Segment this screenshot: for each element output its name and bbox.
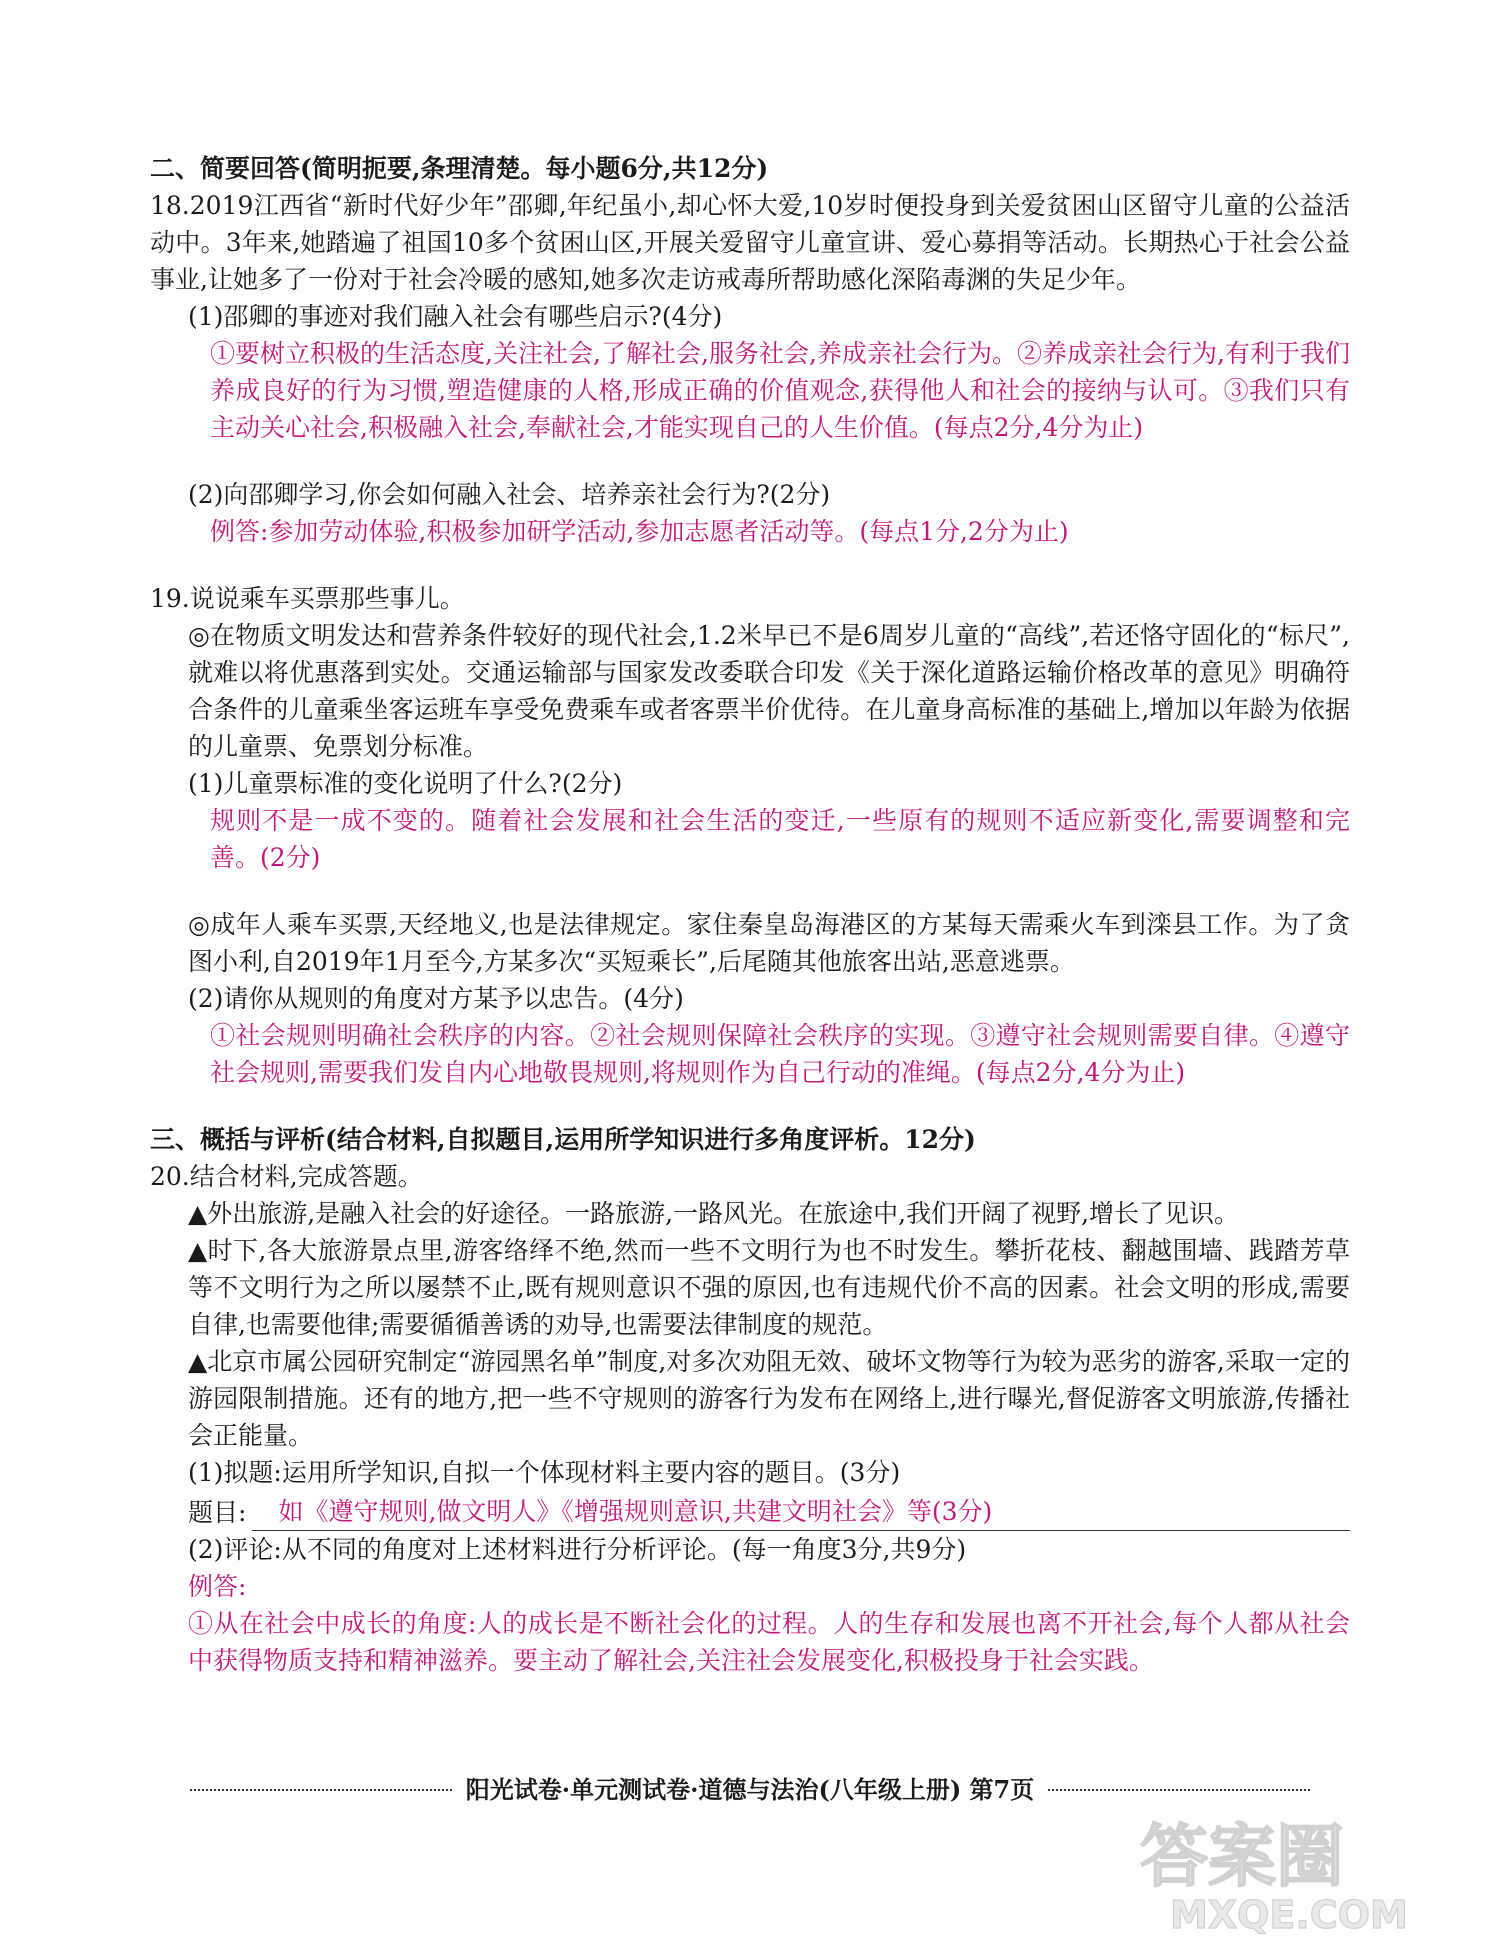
q20-material-1: ▲外出旅游,是融入社会的好途径。一路旅游,一路风光。在旅途中,我们开阔了视野,增长了见识。	[188, 1199, 1240, 1228]
q20-example-answer: ①从在社会中成长的角度:人的成长是不断社会化的过程。人的生存和发展也离不开社会,每个人都从社会中获得物质支持和精神滋养。要主动了解社会,关注社会发展变化,积极投身于社会实践。	[188, 1609, 1350, 1675]
q19-sub1-answer: 规则不是一成不变的。随着社会发展和社会生活的变迁,一些原有的规则不适应新变化,需要调整和完善。(2分)	[210, 806, 1350, 872]
q19-stem: 19.说说乘车买票那些事儿。	[150, 584, 465, 613]
q19-sub1-question: (1)儿童票标准的变化说明了什么?(2分)	[188, 769, 623, 798]
q20-material-3: ▲北京市属公园研究制定“游园黑名单”制度,对多次劝阻无效、破坏文物等行为较为恶劣的游客,采取一定的游园限制措施。还有的地方,把一些不守规则的游客行为发布在网络上,进行曝光,督促游客文明旅游,传播社会正能量。	[188, 1347, 1350, 1450]
q20-material-2: ▲时下,各大旅游景点里,游客络绎不绝,然而一些不文明行为也不时发生。攀折花枝、翻越围墙、践踏芳草等不文明行为之所以屡禁不止,既有规则意识不强的原因,也有违规代价不高的因素。社会文明的形成,需要自律,也需要他律;需要循循善诱的劝导,也需要法律制度的规范。	[188, 1236, 1350, 1339]
q19-material-1: ◎在物质文明发达和营养条件较好的现代社会,1.2米早已不是6周岁儿童的“高线”,若还恪守固化的“标尺”,就难以将优惠落到实处。交通运输部与国家发改委联合印发《关于深化道路运输价格改革的意见》明确符合条件的儿童乘坐客运班车享受免费乘车或者客票半价优待。在儿童身高标准的基础上,增加以年龄为依据的儿童票、免票划分标准。	[188, 621, 1350, 761]
q19-sub2-answer: ①社会规则明确社会秩序的内容。②社会规则保障社会秩序的实现。③遵守社会规则需要自律。④遵守社会规则,需要我们发自内心地敬畏规则,将规则作为自己行动的准绳。(每点2分,4分为止)	[210, 1021, 1350, 1087]
q20-sub2-question: (2)评论:从不同的角度对上述材料进行分析评论。(每一角度3分,共9分)	[188, 1535, 967, 1564]
q20-sub1-question: (1)拟题:运用所学知识,自拟一个体现材料主要内容的题目。(3分)	[188, 1458, 901, 1487]
q20-stem: 20.结合材料,完成答题。	[150, 1162, 423, 1191]
q20-title-answer: 如《遵守规则,做文明人》《增强规则意识,共建文明社会》等(3分)	[252, 1493, 1350, 1531]
q20-example-label: 例答:	[188, 1572, 247, 1601]
q20-title-label: 题目:	[188, 1498, 247, 1527]
watermark-line1: 答案圈	[1140, 1818, 1345, 1897]
watermark-logo	[1130, 1810, 1460, 1935]
footer-dots-left	[190, 1789, 452, 1791]
q19-sub2-question: (2)请你从规则的角度对方某予以忠告。(4分)	[188, 984, 684, 1013]
page-content	[150, 150, 1350, 1679]
q19-material-2: ◎成年人乘车买票,天经地义,也是法律规定。家住秦皇岛海港区的方某每天需乘火车到滦县工作。为了贪图小利,自2019年1月至今,方某多次“买短乘长”,后尾随其他旅客出站,恶意逃票。	[188, 910, 1350, 976]
q18-sub2-answer: 例答:参加劳动体验,积极参加研学活动,参加志愿者活动等。(每点1分,2分为止)	[210, 517, 1069, 546]
watermark-line2: MXQE.COM	[1170, 1893, 1408, 1935]
q18-sub1-question: (1)邵卿的事迹对我们融入社会有哪些启示?(4分)	[188, 302, 723, 331]
footer-text: 阳光试卷·单元测试卷·道德与法治(八年级上册) 第7页	[465, 1775, 1035, 1804]
page-footer	[190, 1770, 1310, 1805]
q20-title-line	[188, 1493, 1350, 1531]
q18-sub2-question: (2)向邵卿学习,你会如何融入社会、培养亲社会行为?(2分)	[188, 480, 831, 509]
footer-dots-right	[1048, 1789, 1310, 1791]
section-3-title: 三、概括与评析(结合材料,自拟题目,运用所学知识进行多角度评析。12分)	[150, 1125, 976, 1154]
q18-sub1-answer: ①要树立积极的生活态度,关注社会,了解社会,服务社会,养成亲社会行为。②养成亲社会行为,有利于我们养成良好的行为习惯,塑造健康的人格,形成正确的价值观念,获得他人和社会的接纳与认可。③我们只有主动关心社会,积极融入社会,奉献社会,才能实现自己的人生价值。(每点2分,4分为止)	[210, 339, 1350, 442]
section-2-title: 二、简要回答(简明扼要,条理清楚。每小题6分,共12分)	[150, 154, 769, 183]
q18-stem: 18.2019江西省“新时代好少年”邵卿,年纪虽小,却心怀大爱,10岁时便投身到关爱贫困山区留守儿童的公益活动中。3年来,她踏遍了祖国10多个贫困山区,开展关爱留守儿童宣讲、爱心募捐等活动。长期热心于社会公益事业,让她多了一份对于社会冷暖的感知,她多次走访戒毒所帮助感化深陷毒渊的失足少年。	[150, 191, 1350, 294]
